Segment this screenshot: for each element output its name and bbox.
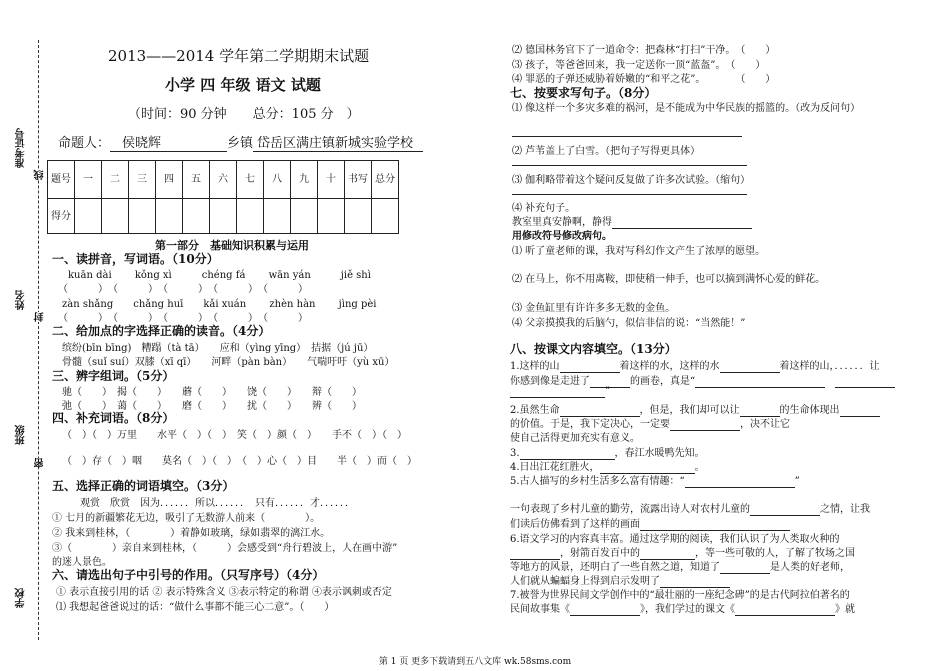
s6-question-2: ⑵ 德国林务官下了一道命令：把森林“打扫”干净。 （ ） xyxy=(512,45,776,56)
section3-heading: 三、辨字组词。（5分） xyxy=(52,369,175,383)
score-cell xyxy=(291,199,318,234)
s8-item-1b: 你感到像是走进了 的画卷，真是“ xyxy=(510,372,895,388)
score-cell xyxy=(264,199,291,234)
score-col: 四 xyxy=(156,161,183,199)
s7-edit-heading: 用修改符号修改病句。 xyxy=(512,231,612,242)
side-class-label: 班级 xyxy=(16,425,27,445)
author-line xyxy=(58,132,423,152)
s7-edit-3: ⑶ 金鱼缸里有许许多多无数的金鱼。 xyxy=(512,303,676,314)
side-seal-dense: 密 xyxy=(35,458,46,468)
s5-question-1: ① 七月的新疆繁花无边，吸引了无数游人前来（ ）。 xyxy=(52,513,321,524)
s6-question-4: ⑷ 罪恶的子弹还威胁着娇嫩的“和平之花”。 （ ） xyxy=(512,74,776,85)
score-cell xyxy=(129,199,156,234)
score-cell xyxy=(345,199,372,234)
s1-brackets-2: （ ） （ ） （ ） （ ） （ ） xyxy=(58,313,308,324)
answer-line xyxy=(512,165,747,166)
side-seal-seal: 封 xyxy=(35,312,46,322)
s7-edit-4: ⑷ 父亲摸摸我的后脑勺，似信非信的说：“当然能！” xyxy=(512,318,746,329)
s7-edit-2: ⑵ 在马上，你不用离鞍，即使稍一伸手，也可以摘到满怀心爱的鲜花。 xyxy=(512,274,826,285)
s8-item-3: 3. ，春江水暖鸭先知。 xyxy=(510,448,705,459)
exam-title: 2013——2014 学年第二学期期末试题 xyxy=(108,47,370,65)
school-name: 岱岳区满庄镇新城实验学校 xyxy=(253,132,423,152)
score-cell xyxy=(183,199,210,234)
s4-line-2: （ ）存（ ）咽 莫名（ ）（ ） （ ）心（ ）目 半（ ）而（ ） xyxy=(62,456,417,467)
score-col: 二 xyxy=(102,161,129,199)
s4-line-1: （ ）（ ）万里 水平（ ）（ ） 笑（ ）颜（ ） 手不（ ）（ ） xyxy=(62,430,407,441)
town-label: 乡镇 xyxy=(227,136,254,151)
s8-item-2a: 2.虽然生命 ，但是，我们却可以让 的生命体现出 xyxy=(510,401,880,417)
score-col: 六 xyxy=(210,161,237,199)
answer-line xyxy=(512,136,742,137)
score-value-row xyxy=(48,199,399,234)
s8-item-2c: 使自己活得更加充实有意义。 xyxy=(510,433,640,444)
section7-heading: 七、按要求写句子。（8分） xyxy=(510,86,657,100)
score-cell xyxy=(75,199,102,234)
s1-brackets-1: （ ） （ ） （ ） （ ） （ ） xyxy=(58,284,308,295)
part1-heading: 第一部分 基础知识积累与运用 xyxy=(155,239,309,252)
s8-item-1c: ” xyxy=(510,386,610,398)
s3-line-1: 驰（ ） 揭（ ） 蘑（ ） 饶（ ） 辩（ ） xyxy=(62,387,362,398)
s5-question-3a: ③（ ）亲自来到桂林，（ ）会感受到“舟行碧波上，人在画中游” xyxy=(52,543,398,554)
score-cell xyxy=(156,199,183,234)
s1-pinyin-1: kuān dài kǒng xì chéng fá wān yán jiě shì xyxy=(68,270,371,281)
section6-heading: 六、请选出句子中引号的作用。（只写序号）（4分） xyxy=(52,568,325,582)
score-col: 五 xyxy=(183,161,210,199)
section1-heading: 一、读拼音，写词语。（10分） xyxy=(52,252,219,266)
s6-question-3: ⑶ 孩子，等爸爸回来，我一定送你一顶“蓝盔”。 （ ） xyxy=(512,60,766,71)
score-col: 三 xyxy=(129,161,156,199)
s7-fill-sentence: 教室里真安静啊，静得 xyxy=(512,213,752,229)
side-name-label: 姓名 xyxy=(16,290,27,310)
score-cell xyxy=(237,199,264,234)
side-school-label: 学校 xyxy=(16,588,27,608)
s5-word-bank: 观赏 欣赏 因为．．．．．．所以．．．．．． 只有．．．．．．才．．．．．． xyxy=(80,498,355,509)
s8-item-6b: ，射箭百发百中的 ，等一些可敬的人，了解了牧场之国 xyxy=(510,544,855,560)
exam-subtitle: 小学 四 年级 语文 试题 xyxy=(165,76,321,94)
score-col: 七 xyxy=(237,161,264,199)
s8-item-5b: 一句表现了乡村儿童的勤劳，流露出诗人对农村儿童的 之情，让我 xyxy=(510,504,870,515)
score-header-row xyxy=(48,161,399,199)
s5-question-2: ② 我来到桂林，（ ）着静如玻璃，绿如翡翠的漓江水。 xyxy=(52,528,331,539)
author-name: 侯晓辉 xyxy=(110,132,227,152)
s1-pinyin-2: zàn shǎng chǎng huī kǎi xuán zhèn hàn jìng pèi xyxy=(62,299,377,310)
section5-heading: 五、选择正确的词语填空。（3分） xyxy=(52,479,235,493)
s7-question-1: ⑴ 像这样一个多灾多难的祸河，是不能成为中华民族的摇篮的。（改为反问句） xyxy=(512,103,861,114)
s8-item-5a: 5.古人描写的乡村生活多么富有情趣：“ ” xyxy=(510,476,800,487)
section2-heading: 二、给加点的字选择正确的读音。（4分） xyxy=(52,324,271,338)
score-row-label: 得分 xyxy=(48,199,75,234)
answer-line xyxy=(512,194,747,195)
s6-question-1: ⑴ 我想起爸爸说过的话：“做什么事都不能三心二意”。（ ） xyxy=(56,602,335,613)
exam-time: （时间：90 分钟 总分：105 分 ） xyxy=(128,107,360,122)
s8-item-6c: 等地方的风景，还明白了一些自然之道，知道了 是人类的好老师， xyxy=(510,562,850,573)
score-cell xyxy=(372,199,399,234)
s7-question-3: ⑶ 伽利略带着这个疑问反复做了许多次试验。（缩句） xyxy=(512,175,751,186)
binding-line xyxy=(38,40,39,640)
side-seal-line: 线 xyxy=(35,170,46,180)
s8-item-6d: 人们就从蝙蝠身上得到启示发明了 xyxy=(510,572,730,588)
s8-item-6a: 6.语文学习的内容真丰富。通过这学期的阅读，我们认识了为人类取火种的 xyxy=(510,534,840,545)
s6-options: ① 表示直接引用的话 ② 表示特殊含义 ③表示特定的称谓 ④表示讽刺或否定 xyxy=(56,587,392,598)
score-cell xyxy=(318,199,345,234)
s2-line-1: 缤纷(bīn bīng) 糟蹋（tà tā） 应和（yìng yīng） 拮据（jú jū） xyxy=(62,343,374,354)
s8-item-2b: 的价值。于是，我下定决心，一定要 ，决不让它 xyxy=(510,419,790,430)
score-col: 书写 xyxy=(345,161,372,199)
s7-edit-1: ⑴ 听了童老师的课，我对写科幻作文产生了浓厚的愿望。 xyxy=(512,246,766,257)
section8-heading: 八、按课文内容填空。（13分） xyxy=(510,342,677,356)
score-table xyxy=(47,160,399,234)
s8-item-7a: 7.被誉为世界民间文学创作中的“最壮丽的一座纪念碑”的是古代阿拉伯著名的 xyxy=(510,590,850,601)
score-col-label: 题号 xyxy=(48,161,75,199)
page-footer: 第 1 页 更多下载请到五八文库 wk.58sms.com xyxy=(378,657,572,667)
author-label: 命题人： xyxy=(58,136,111,151)
score-cell xyxy=(210,199,237,234)
s8-item-7b: 民间故事集《 》，我们学过的课文《 》就 xyxy=(510,604,855,615)
score-col: 八 xyxy=(264,161,291,199)
s7-question-4: ⑷ 补充句子。 xyxy=(512,203,576,214)
s8-item-4: 4.日出江花红胜火， 。 xyxy=(510,462,705,473)
s7-question-2: ⑵ 芦苇盖上了白雪。（把句子写得更具体） xyxy=(512,146,701,157)
section4-heading: 四、补充词语。（8分） xyxy=(52,411,175,425)
score-col: 十 xyxy=(318,161,345,199)
score-cell xyxy=(102,199,129,234)
s3-line-2: 弛（ ） 蔼（ ） 磨（ ） 扰（ ） 辨（ ） xyxy=(62,401,362,412)
side-id-label: 准考证号 xyxy=(16,128,27,168)
s8-item-5c: 们读后仿佛看到了这样的画面 xyxy=(510,515,790,531)
score-col: 九 xyxy=(291,161,318,199)
s8-item-1a: 1.这样的山 着这样的水，这样的水 着这样的山，．．．．．．让 xyxy=(510,361,880,372)
score-col: 总分 xyxy=(372,161,399,199)
score-col: 一 xyxy=(75,161,102,199)
s5-question-3b: 的迷人景色。 xyxy=(52,557,112,568)
s2-line-2: 骨髓（suǐ suí）双膝（xī qī） 河畔（pàn bàn） 气喘吁吁（yù xū） xyxy=(62,357,395,368)
